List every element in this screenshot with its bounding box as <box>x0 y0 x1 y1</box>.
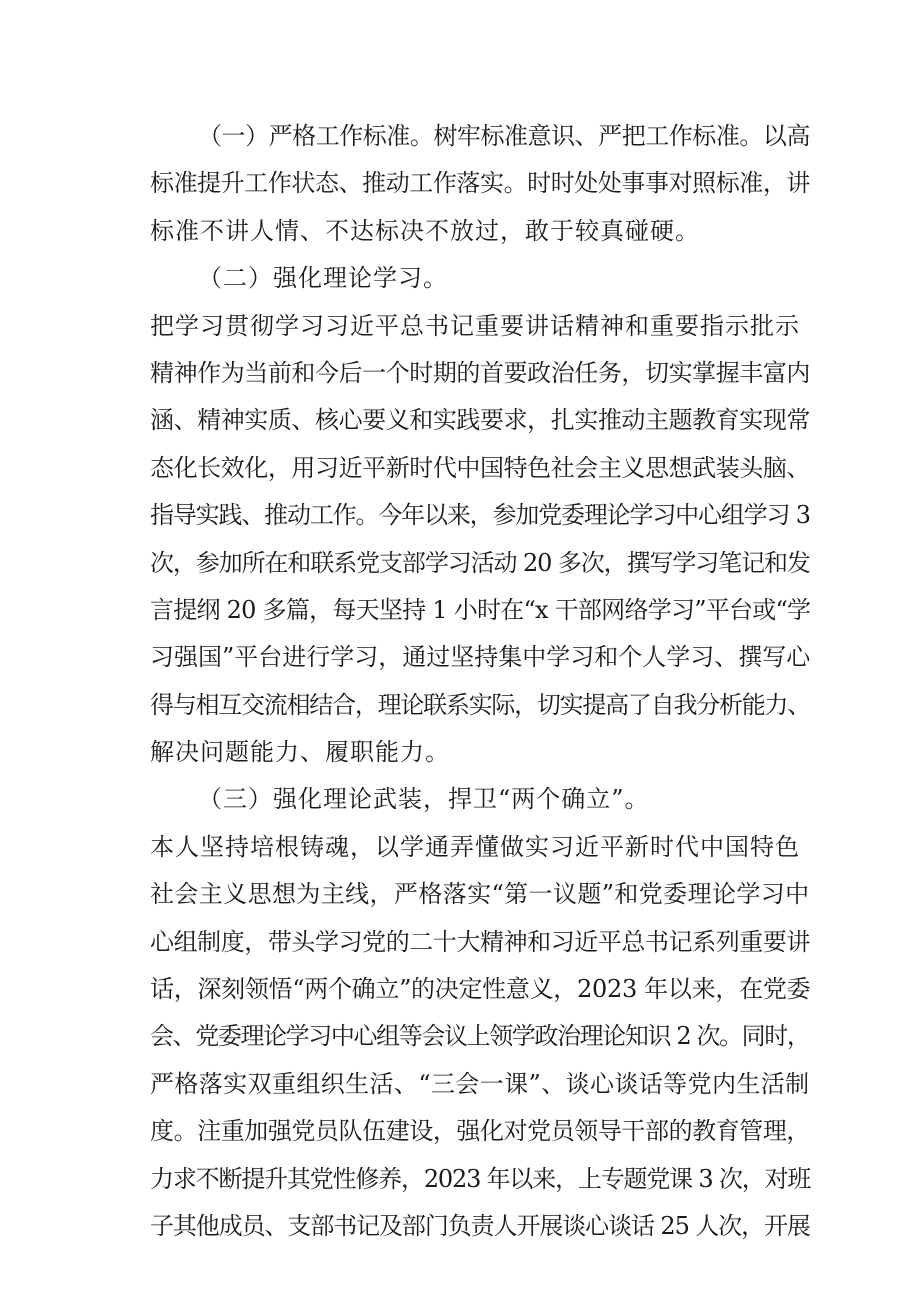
text-line: 力求不断提升其党性修养，2023 年以来，上专题党课 3 次，对班 <box>150 1164 811 1193</box>
text-line: 言提纲 20 多篇，每天坚持 1 小时在“x 干部网络学习”平台或“学 <box>150 595 811 624</box>
text-line: （一）严格工作标准。树牢标准意识、严把工作标准。以高 <box>198 122 810 150</box>
text-line: 会、党委理论学习中心组等会议上领学政治理论知识 2 次。同时， <box>150 1022 810 1051</box>
text-line: 标准不讲人情、不达标决不放过，敢于较真碰硬。 <box>150 216 700 245</box>
text-line: 话，深刻领悟“两个确立”的决定性意义，2023 年以来，在党委 <box>150 975 811 1004</box>
text-line: （三）强化理论武装，捍卫“两个确立”。 <box>198 785 650 814</box>
text-line: 标准提升工作状态、推动工作落实。时时处处事事对照标准，讲 <box>150 169 810 198</box>
text-line: 精神作为当前和今后一个时期的首要政治任务，切实掌握丰富内 <box>150 358 810 387</box>
text-line: 涵、精神实质、核心要义和实践要求，扎实推动主题教育实现常 <box>150 406 810 435</box>
text-line: 严格落实双重组织生活、“三会一课”、谈心谈话等党内生活制 <box>150 1069 810 1098</box>
text-line: （二）强化理论学习。 <box>198 264 448 293</box>
text-line: 社会主义思想为主线，严格落实“第一议题”和党委理论学习中 <box>150 880 810 909</box>
text-line: 子其他成员、支部书记及部门负责人开展谈心谈话 25 人次，开展 <box>150 1211 810 1240</box>
text-line: 把学习贯彻学习习近平总书记重要讲话精神和重要指示批示 <box>150 311 800 340</box>
text-line: 得与相互交流相结合，理论联系实际，切实提高了自我分析能力、 <box>150 690 810 719</box>
text-line: 度。注重加强党员队伍建设，强化对党员领导干部的教育管理， <box>150 1117 810 1146</box>
text-line: 解决问题能力、履职能力。 <box>150 738 450 767</box>
text-line: 心组制度，带头学习党的二十大精神和习近平总书记系列重要讲 <box>150 927 810 956</box>
text-line: 态化长效化，用习近平新时代中国特色社会主义思想武装头脑、 <box>150 453 810 482</box>
text-line: 习强国”平台进行学习，通过坚持集中学习和个人学习、撰写心 <box>150 643 811 672</box>
text-line: 本人坚持培根铸魂，以学通弄懂做实习近平新时代中国特色 <box>150 832 800 861</box>
text-line: 次，参加所在和联系党支部学习活动 20 多次，撰写学习笔记和发 <box>150 548 810 577</box>
text-line: 指导实践、推动工作。今年以来，参加党委理论学习中心组学习 3 <box>150 501 810 530</box>
document-body <box>150 113 810 1250</box>
